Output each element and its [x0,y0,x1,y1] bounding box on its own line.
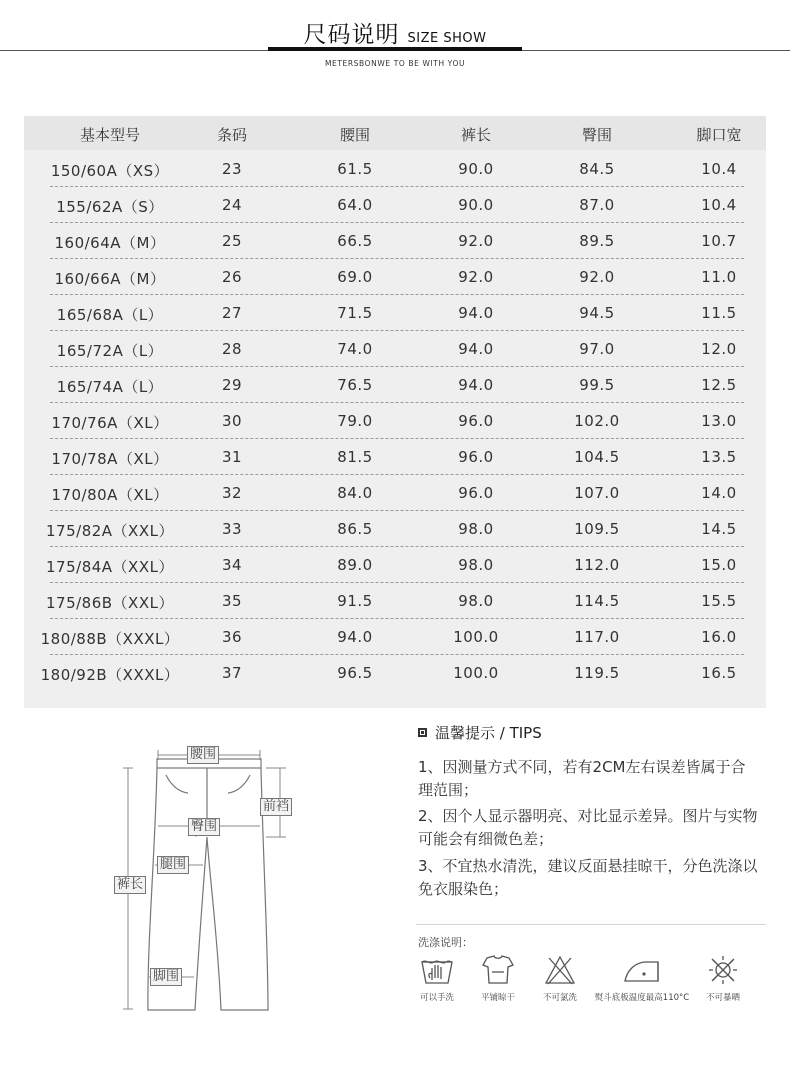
table-row [24,188,766,224]
page-header [0,0,790,80]
cell-waist: 74.0 [337,340,373,358]
cell-code: 37 [221,664,243,682]
title-cn: 尺码说明 [303,22,400,48]
hem-label: 脚围 [150,968,182,986]
table-row [24,152,766,188]
cell-hip: 84.5 [579,160,615,178]
cell-waist: 61.5 [337,160,373,178]
cell-waist: 89.0 [337,556,373,574]
row-divider [50,366,744,367]
cell-hem: 10.7 [701,232,737,250]
care-label-hand-wash: 可以手洗 [419,993,454,1003]
cell-hip: 114.5 [574,592,620,610]
row-divider [50,294,744,295]
tip-3: 3、不宜热水清洗，建议反面悬挂晾干，分色洗涤以免衣服染色； [418,857,758,898]
cell-size: 165/74A（L） [56,378,164,396]
cell-hem: 15.0 [701,556,737,574]
cell-code: 29 [221,376,243,394]
cell-hem: 13.0 [701,412,737,430]
header-cell-code: 条码 [216,126,247,144]
cell-code: 32 [221,484,243,502]
cell-hem: 12.0 [701,340,737,358]
row-divider [50,222,744,223]
header-cell-size: 基本型号 [79,126,140,144]
cell-hem: 13.5 [701,448,737,466]
cell-length: 96.0 [458,448,494,466]
care-item-no-sun-dry [700,954,746,1003]
cell-waist: 84.0 [337,484,373,502]
cell-size: 175/82A（XXL） [46,522,174,540]
cell-length: 96.0 [458,412,494,430]
care-label-no-sun-dry: 不可暴晒 [705,993,740,1003]
cell-size: 170/78A（XL） [51,450,169,468]
cell-hem: 14.5 [701,520,737,538]
header-cell-waist: 腰围 [339,126,370,144]
row-divider [50,186,744,187]
cell-size: 170/80A（XL） [51,486,169,504]
row-divider [50,582,744,583]
cell-length: 100.0 [453,664,499,682]
cell-code: 23 [221,160,243,178]
table-header [24,116,766,150]
cell-hem: 14.0 [701,484,737,502]
cell-hip: 104.5 [574,448,620,466]
cell-hip: 97.0 [579,340,615,358]
cell-hip: 99.5 [579,376,615,394]
cell-waist: 69.0 [337,268,373,286]
no-sun-dry-icon [705,954,741,986]
cell-size: 175/86B（XXL） [46,594,174,612]
cell-code: 24 [221,196,243,214]
tips-title [418,722,542,743]
cell-hem: 12.5 [701,376,737,394]
cell-waist: 71.5 [337,304,373,322]
cell-waist: 91.5 [337,592,373,610]
row-divider [50,258,744,259]
cell-hip: 109.5 [574,520,620,538]
cell-size: 160/66A（M） [54,270,166,288]
thigh-label: 腿围 [157,856,189,874]
row-divider [50,438,744,439]
cell-waist: 79.0 [337,412,373,430]
cell-hem: 10.4 [701,196,737,214]
table-row [24,296,766,332]
header-cell-hip: 臀围 [581,126,612,144]
care-item-flat-dry [472,954,524,1003]
cell-code: 26 [221,268,243,286]
cell-hip: 112.0 [574,556,620,574]
row-divider [50,546,744,547]
cell-code: 35 [221,592,243,610]
header-cell-hem: 脚口宽 [696,126,742,144]
cell-code: 34 [221,556,243,574]
cell-waist: 64.0 [337,196,373,214]
row-divider [50,474,744,475]
no-bleach-icon [543,954,577,986]
care-label-no-bleach: 不可氯洗 [542,993,577,1003]
table-row [24,512,766,548]
cell-waist: 86.5 [337,520,373,538]
title-en: SIZE SHOW [407,31,487,46]
cell-code: 30 [221,412,243,430]
cell-waist: 76.5 [337,376,373,394]
cell-hip: 94.5 [579,304,615,322]
hip-label: 臀围 [188,818,220,836]
table-row [24,440,766,476]
cell-length: 92.0 [458,232,494,250]
cell-hip: 92.0 [579,268,615,286]
table-row [24,224,766,260]
cell-hem: 10.4 [701,160,737,178]
square-bullet-icon [418,728,427,737]
cell-hip: 89.5 [579,232,615,250]
cell-code: 27 [221,304,243,322]
cell-hem: 15.5 [701,592,737,610]
cell-size: 170/76A（XL） [51,414,169,432]
care-item-hand-wash [412,954,462,1003]
care-label-iron: 熨斗底板温度最高110°C [594,993,690,1003]
row-divider [50,618,744,619]
header-cell-length: 裤长 [460,126,491,144]
cell-hip: 117.0 [574,628,620,646]
cell-length: 94.0 [458,376,494,394]
table-row [24,404,766,440]
table-row [24,332,766,368]
cell-length: 90.0 [458,160,494,178]
iron-icon [621,954,663,986]
cell-length: 94.0 [458,340,494,358]
size-table [24,116,766,708]
row-divider [50,654,744,655]
cell-size: 180/92B（XXXL） [40,666,180,684]
care-label-flat-dry: 平铺晾干 [480,993,515,1003]
cell-size: 165/68A（L） [56,306,164,324]
front-rise-label: 前裆 [260,798,292,816]
cell-size: 175/84A（XXL） [46,558,174,576]
care-divider [416,924,766,925]
table-row [24,476,766,512]
tip-1: 1、因测量方式不同，若有2CM左右误差皆属于合理范围； [418,758,746,799]
cell-code: 33 [221,520,243,538]
page-title [0,16,790,49]
row-divider [50,330,744,331]
table-row [24,584,766,620]
cell-hip: 107.0 [574,484,620,502]
flat-dry-icon [481,954,515,986]
cell-hem: 16.0 [701,628,737,646]
table-row [24,260,766,296]
cell-hip: 87.0 [579,196,615,214]
table-row [24,656,766,692]
cell-size: 160/64A（M） [54,234,166,252]
row-divider [50,402,744,403]
cell-length: 90.0 [458,196,494,214]
cell-code: 25 [221,232,243,250]
cell-waist: 94.0 [337,628,373,646]
cell-waist: 96.5 [337,664,373,682]
cell-length: 98.0 [458,592,494,610]
cell-length: 98.0 [458,556,494,574]
cell-code: 36 [221,628,243,646]
row-divider [50,510,744,511]
cell-code: 28 [221,340,243,358]
tips-title-text: 温馨提示 / TIPS [435,724,542,742]
cell-hip: 119.5 [574,664,620,682]
cell-length: 98.0 [458,520,494,538]
cell-hem: 11.0 [701,268,737,286]
table-row [24,620,766,656]
cell-waist: 81.5 [337,448,373,466]
table-row [24,548,766,584]
hand-wash-icon [419,954,455,986]
care-title: 洗涤说明： [418,936,473,949]
waist-label: 腰围 [187,746,219,764]
cell-hem: 11.5 [701,304,737,322]
table-row [24,368,766,404]
length-label: 裤长 [114,876,146,894]
cell-length: 94.0 [458,304,494,322]
cell-size: 155/62A（S） [56,198,164,216]
cell-size: 180/88B（XXXL） [40,630,180,648]
page-subtitle: METERSBONWE TO BE WITH YOU [324,59,466,68]
cell-hem: 16.5 [701,664,737,682]
cell-size: 165/72A（L） [56,342,164,360]
cell-hip: 102.0 [574,412,620,430]
cell-length: 92.0 [458,268,494,286]
care-item-iron [586,954,698,1003]
pants-diagram [100,735,310,1025]
cell-code: 31 [221,448,243,466]
cell-length: 96.0 [458,484,494,502]
cell-size: 150/60A（XS） [50,162,170,180]
care-item-no-bleach [536,954,584,1003]
cell-waist: 66.5 [337,232,373,250]
tip-2: 2、因个人显示器明亮、对比显示差异。图片与实物可能会有细微色差； [418,807,758,848]
cell-length: 100.0 [453,628,499,646]
